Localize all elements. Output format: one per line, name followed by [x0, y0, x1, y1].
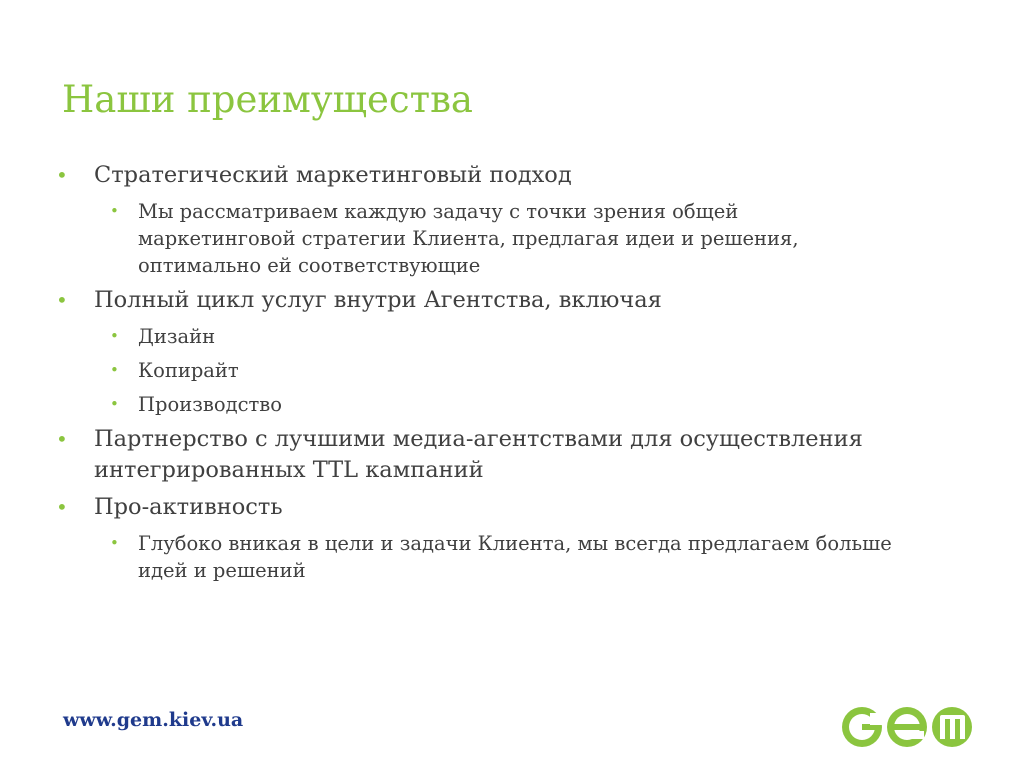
sub-bullet-item — [50, 530, 950, 584]
bullet-text: Стратегический маркетинговый подход — [94, 162, 572, 188]
bullet-icon: • — [56, 427, 68, 451]
bullet-item — [50, 424, 950, 486]
sub-bullet-item — [50, 323, 950, 350]
bullet-list — [50, 160, 950, 584]
bullet-text: Партнерство с лучшими медиа-агентствами для осуществления интегрированных TTL кампаний — [94, 426, 863, 483]
sub-bullet-item — [50, 198, 950, 279]
sub-bullet-text: Дизайн — [138, 325, 216, 348]
sub-bullet-icon: • — [110, 534, 119, 552]
sub-bullet-text: Мы рассматриваем каждую задачу с точки зрения общей маркетинговой стратегии Клиента, предлагая идеи и решения, оптимально ей соответствующие — [138, 200, 799, 277]
sub-bullet-icon: • — [110, 395, 119, 413]
sub-bullet-text: Глубоко вникая в цели и задачи Клиента, мы всегда предлагаем больше идей и решений — [138, 532, 892, 582]
bullet-icon: • — [56, 288, 68, 312]
gem-logo-icon — [840, 705, 974, 749]
bullet-item — [50, 160, 950, 191]
bullet-text: Про-активность — [94, 494, 283, 520]
slide-title: Наши преимущества — [62, 78, 473, 121]
sub-bullet-icon: • — [110, 202, 119, 220]
bullet-icon: • — [56, 495, 68, 519]
sub-bullet-icon: • — [110, 327, 119, 345]
sub-bullet-text: Копирайт — [138, 359, 239, 382]
bullet-text: Полный цикл услуг внутри Агентства, включая — [94, 287, 662, 313]
sub-bullet-item — [50, 391, 950, 418]
bullet-icon: • — [56, 163, 68, 187]
sub-bullet-icon: • — [110, 361, 119, 379]
website-link[interactable]: www.gem.kiev.ua — [63, 709, 244, 731]
bullet-item — [50, 492, 950, 523]
sub-bullet-item — [50, 357, 950, 384]
sub-bullet-text: Производство — [138, 393, 283, 416]
bullet-item — [50, 285, 950, 316]
